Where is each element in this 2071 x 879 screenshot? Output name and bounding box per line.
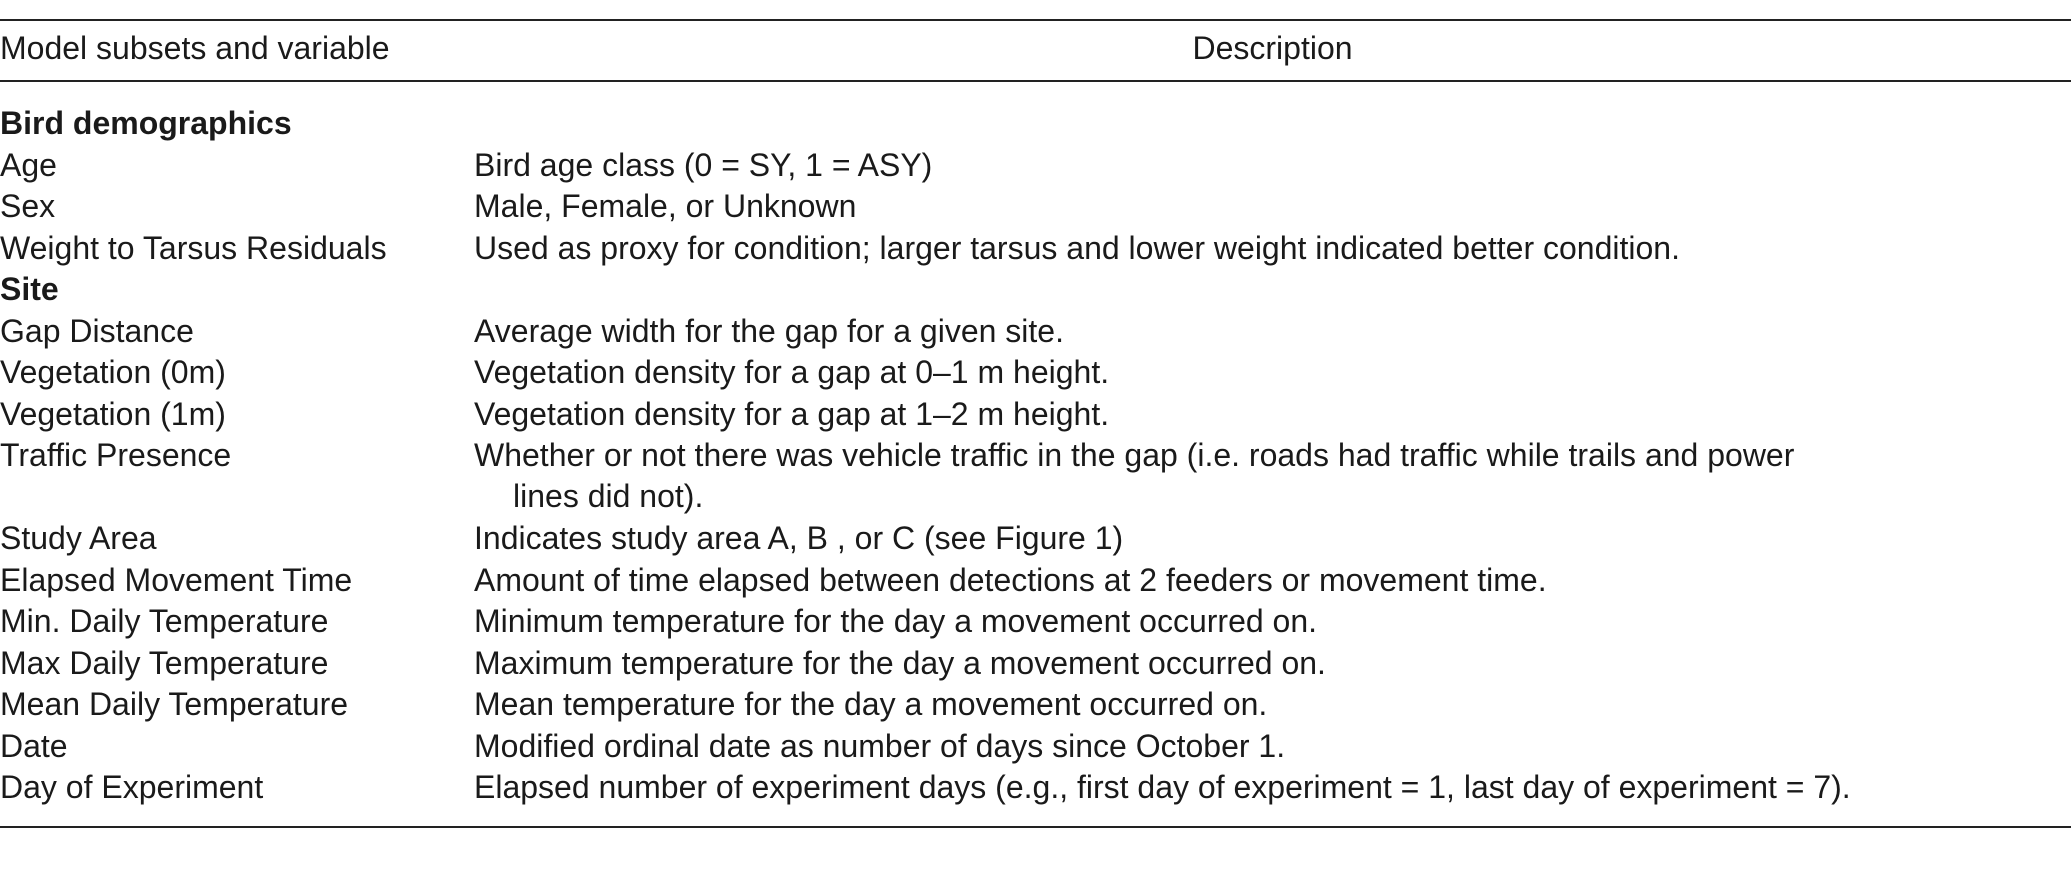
variable-cell: Mean Daily Temperature [0, 686, 349, 722]
variable-cell: Study Area [0, 520, 157, 556]
variable-cell: Traffic Presence [0, 437, 232, 473]
variable-cell: Date [0, 728, 68, 764]
description-cell-continuation: lines did not). [513, 478, 704, 514]
header-description: Description [1192, 30, 1353, 66]
table-top-rule [0, 19, 2071, 21]
variable-cell: Sex [0, 188, 56, 224]
variable-cell: Age [0, 147, 57, 183]
table-header-rule [0, 80, 2071, 82]
variable-cell: Gap Distance [0, 313, 194, 349]
description-cell: Vegetation density for a gap at 1–2 m height. [474, 396, 1110, 432]
description-cell: Maximum temperature for the day a movement occurred on. [474, 645, 1326, 681]
variable-cell: Day of Experiment [0, 769, 264, 805]
variable-cell: Min. Daily Temperature [0, 603, 329, 639]
description-cell: Bird age class (0 = SY, 1 = ASY) [474, 147, 933, 183]
table-bottom-rule [0, 826, 2071, 828]
description-cell: Used as proxy for condition; larger tarsus and lower weight indicated better condition. [474, 230, 1680, 266]
description-cell: Average width for the gap for a given site. [474, 313, 1064, 349]
description-cell: Male, Female, or Unknown [474, 188, 857, 224]
variable-cell: Vegetation (1m) [0, 396, 226, 432]
variable-cell: Max Daily Temperature [0, 645, 329, 681]
variable-cell: Vegetation (0m) [0, 354, 226, 390]
description-cell: Modified ordinal date as number of days since October 1. [474, 728, 1286, 764]
description-cell: Mean temperature for the day a movement occurred on. [474, 686, 1268, 722]
description-cell: Elapsed number of experiment days (e.g., first day of experiment = 1, last day of experiment = 7). [474, 769, 1851, 805]
variable-cell: Elapsed Movement Time [0, 562, 353, 598]
header-variable: Model subsets and variable [0, 30, 390, 66]
description-cell: Vegetation density for a gap at 0–1 m height. [474, 354, 1110, 390]
description-cell: Minimum temperature for the day a movement occurred on. [474, 603, 1318, 639]
description-cell: Indicates study area A, B , or C (see Figure 1) [474, 520, 1124, 556]
table-row [0, 435, 2071, 517]
description-cell: Whether or not there was vehicle traffic in the gap (i.e. roads had traffic while trails and power [474, 437, 1795, 473]
variables-table: Model subsets and variable Description Bird demographics Age Bird age class (0 = SY, 1 = ASY) Sex Male, Female, or Unknown Weight to Tarsus Residuals Used as proxy for condition; larger tarsus and lower weight indicated better condition. Site Gap Distance Average width for the gap for a given site. Vegetation (0m) Vegetation density for a gap at 0–1 m height. Vegetation (1m) Vegetation density for a gap at 1–2 m height. Traffic Presence Whether or not there was vehicle traffic in the gap (i.e. roads had traffic while trails and power lines did not). Study Area Indicates study area A, B , or C (see Figure 1) Elapsed Movement Time Amount of time elapsed between detections at 2 feeders or movement time. Min. Daily Temperature Minimum temperature for the day a movement occurred on. Max Daily Temperature Maximum temperature for the day a movement occurred on. Mean Daily Temperature Mean temperature for the day a movement occurred on. Date Modified ordinal date as number of days since October 1. Day of Experiment Elapsed number of experiment days (e.g., first day of experiment = 1, last day of experiment = 7). [0, 0, 2071, 879]
variable-cell: Weight to Tarsus Residuals [0, 230, 387, 266]
description-cell: Amount of time elapsed between detections at 2 feeders or movement time. [474, 562, 1547, 598]
